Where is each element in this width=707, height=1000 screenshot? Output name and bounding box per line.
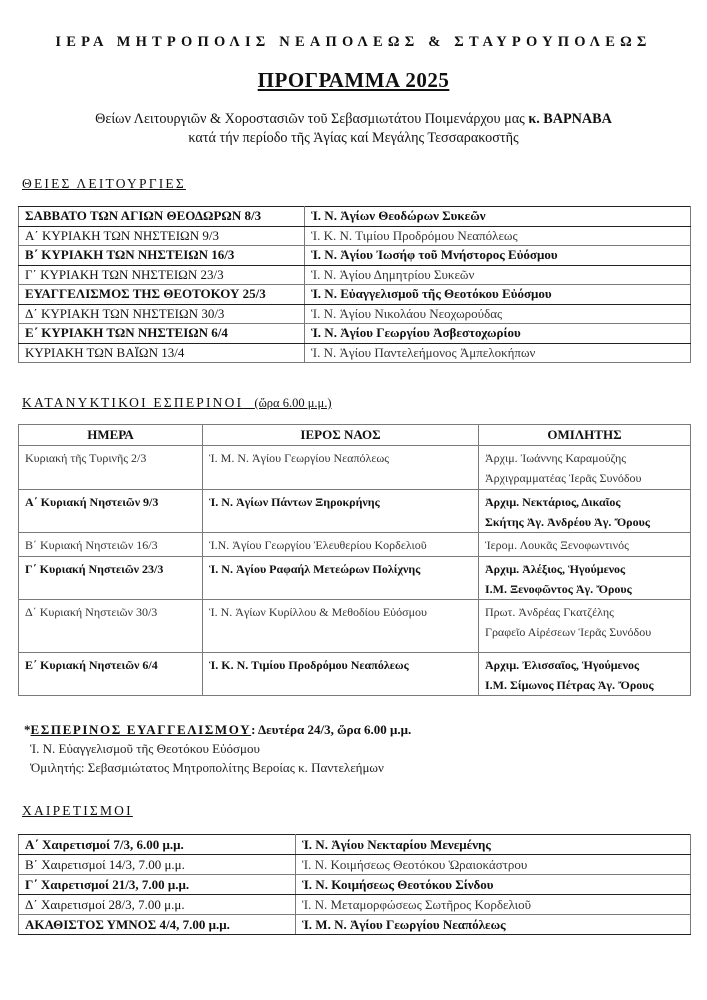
annunciation-when: Δευτέρα 24/3, ὥρα 6.00 μ.μ. [255,722,412,737]
vespers-speaker [479,653,691,696]
vespers-day: Ε΄ Κυριακή Νηστειῶν 6/4 [19,653,203,696]
vespers-day: Γ΄ Κυριακή Νηστειῶν 23/3 [19,557,203,600]
vespers-church: Ἱ. Κ. Ν. Τιμίου Προδρόμου Νεαπόλεως [203,653,479,696]
liturgy-church: Ἱ. Ν. Ἁγίου Γεωργίου Ἀσβεστοχωρίου [305,324,691,344]
speaker-title: Γραφεῖο Αἱρέσεων Ἱερᾶς Συνόδου [485,625,652,639]
vespers-speaker [479,557,691,600]
liturgy-day: ΚΥΡΙΑΚΗ ΤΩΝ ΒΑΪΩΝ 13/4 [19,343,305,363]
vespers-header-row [19,425,691,446]
vespers-church: Ἱ. Ν. Ἁγίων Κυρίλλου & Μεθοδίου Εὐόσμου [203,600,479,653]
liturgy-day: ΣΑΒΒΑΤΟ ΤΩΝ ΑΓΙΩΝ ΘΕΟΔΩΡΩΝ 8/3 [19,207,305,227]
vespers-day: Α΄ Κυριακή Νηστειῶν 9/3 [19,490,203,533]
salutations-heading: ΧΑΙΡΕΤΙΣΜΟΙ [22,803,133,818]
page-title: ΠΡΟΓΡΑΜΜΑ 2025 [257,68,450,92]
diocese-name: ΙΕΡΑ ΜΗΤΡΟΠΟΛΙΣ ΝΕΑΠΟΛΕΩΣ & ΣΤΑΥΡΟΥΠΟΛΕΩΣ [55,34,652,50]
liturgy-day: Δ΄ ΚΥΡΙΑΚΗ ΤΩΝ ΝΗΣΤΕΙΩΝ 30/3 [19,304,305,324]
liturgy-row [19,207,691,227]
salutation-church: Ἱ. Μ. Ν. Ἁγίου Γεωργίου Νεαπόλεως [296,915,691,935]
colon: : [251,722,256,737]
salutation-church: Ἱ. Ν. Ἁγίου Νεκταρίου Μενεμένης [296,835,691,855]
liturgy-day: Γ΄ ΚΥΡΙΑΚΗ ΤΩΝ ΝΗΣΤΕΙΩΝ 23/3 [19,265,305,285]
salutation-church: Ἱ. Ν. Κοιμήσεως Θεοτόκου Σίνδου [296,875,691,895]
subtitle-line2: κατά τήν περίοδο τῆς Ἁγίας καί Μεγάλης Τεσσαρακοστῆς [188,130,519,146]
asterisk: * [24,722,31,737]
liturgy-row [19,304,691,324]
salutation-church: Ἱ. Ν. Κοιμήσεως Θεοτόκου Ὡραιοκάστρου [296,855,691,875]
salutation-row [19,915,691,935]
salutation-row [19,895,691,915]
speaker-name: Ἀρχιμ. Ἀλέξιος, Ἡγούμενος [485,562,626,576]
speaker-title: Ἀρχιγραμματέας Ἱερᾶς Συνόδου [485,471,642,485]
vespers-table [18,424,691,696]
liturgy-row [19,226,691,246]
annunciation-title: ΕΣΠΕΡΙΝΟΣ ΕΥΑΓΓΕΛΙΣΜΟΥ [30,722,252,737]
annunciation-vespers-heading [24,722,411,738]
vespers-day: Δ΄ Κυριακή Νηστειῶν 30/3 [19,600,203,653]
vespers-church: Ἱ. Μ. Ν. Ἁγίου Γεωργίου Νεαπόλεως [203,446,479,490]
liturgy-row [19,285,691,305]
salutations-table [18,834,691,935]
salutation-day: Β΄ Χαιρετισμοί 14/3, 7.00 μ.μ. [19,855,296,875]
salutation-day: Α΄ Χαιρετισμοί 7/3, 6.00 μ.μ. [19,835,296,855]
salutation-row [19,855,691,875]
vespers-speaker [479,600,691,653]
liturgy-church: Ἱ. Κ. Ν. Τιμίου Προδρόμου Νεαπόλεως [305,226,691,246]
vespers-church: Ἱ.Ν. Ἁγίου Γεωργίου Ἐλευθερίου Κορδελιοῦ [203,533,479,557]
liturgy-church: Ἱ. Ν. Ἁγίου Παντελεήμονος Ἀμπελοκήπων [305,343,691,363]
liturgies-table [18,206,691,363]
speaker-name: Ἀρχιμ. Ἰωάννης Καραμούζης [485,451,627,465]
vespers-row [19,490,691,533]
liturgy-row [19,343,691,363]
bishop-name: κ. ΒΑΡΝΑΒΑ [528,111,612,127]
vespers-speaker [479,446,691,490]
vespers-row [19,557,691,600]
liturgies-heading: ΘΕΙΕΣ ΛΕΙΤΟΥΡΓΙΕΣ [22,176,186,191]
column-header-day: ΗΜΕΡΑ [19,425,203,446]
liturgy-row [19,265,691,285]
salutation-day: Δ΄ Χαιρετισμοί 28/3, 7.00 μ.μ. [19,895,296,915]
vespers-day: Β΄ Κυριακή Νηστειῶν 16/3 [19,533,203,557]
salutation-row [19,835,691,855]
annunciation-speaker: Ὁμιλητής: Σεβασμιώτατος Μητροπολίτης Βεροίας κ. Παντελεήμων [30,760,384,775]
vespers-row [19,600,691,653]
liturgy-day: Ε΄ ΚΥΡΙΑΚΗ ΤΩΝ ΝΗΣΤΕΙΩΝ 6/4 [19,324,305,344]
vespers-day: Κυριακή τῆς Τυρινῆς 2/3 [19,446,203,490]
vespers-speaker [479,490,691,533]
vespers-row [19,446,691,490]
speaker-title: Σκήτης Ἁγ. Ἀνδρέου Ἁγ. Ὄρους [485,515,650,529]
liturgy-row [19,324,691,344]
salutation-day: ΑΚΑΘΙΣΤΟΣ ΥΜΝΟΣ 4/4, 7.00 μ.μ. [19,915,296,935]
column-header-church: ΙΕΡΟΣ ΝΑΟΣ [203,425,479,446]
annunciation-church: Ἱ. Ν. Εὐαγγελισμοῦ τῆς Θεοτόκου Εὐόσμου [30,741,260,756]
speaker-title: Ι.Μ. Ξενοφῶντος Ἁγ. Ὄρους [485,582,632,596]
liturgy-day: Α΄ ΚΥΡΙΑΚΗ ΤΩΝ ΝΗΣΤΕΙΩΝ 9/3 [19,226,305,246]
subtitle [0,110,707,148]
vespers-speaker [479,533,691,557]
vespers-row [19,533,691,557]
liturgy-day: ΕΥΑΓΓΕΛΙΣΜΟΣ ΤΗΣ ΘΕΟΤΟΚΟΥ 25/3 [19,285,305,305]
speaker-title: Ι.Μ. Σίμωνος Πέτρας Ἁγ. Ὄρους [485,678,654,692]
vespers-heading-title: ΚΑΤΑΝΥΚΤΙΚΟΙ ΕΣΠΕΡΙΝΟΙ [22,395,244,410]
column-header-speaker: ΟΜΙΛΗΤΗΣ [479,425,691,446]
salutation-row [19,875,691,895]
subtitle-line1: Θείων Λειτουργιῶν & Χοροστασιῶν τοῦ Σεβασμιωτάτου Ποιμενάρχου μας [95,111,529,127]
salutation-day: Γ΄ Χαιρετισμοί 21/3, 7.00 μ.μ. [19,875,296,895]
vespers-church: Ἱ. Ν. Ἁγίου Ραφαήλ Μετεώρων Πολίχνης [203,557,479,600]
speaker-name: Πρωτ. Ἀνδρέας Γκατζέλης [485,605,614,619]
liturgy-church: Ἱ. Ν. Ἁγίων Θεοδώρων Συκεῶν [305,207,691,227]
vespers-church: Ἱ. Ν. Ἁγίων Πάντων Ξηροκρήνης [203,490,479,533]
speaker-name: Ἀρχιμ. Νεκτάριος, Δικαῖος [485,495,621,509]
speaker-name: Ἀρχιμ. Ἐλισσαῖος, Ἡγούμενος [485,658,640,672]
vespers-heading-time: (ὥρα 6.00 μ.μ.) [254,396,332,410]
liturgy-church: Ἱ. Ν. Ἁγίου Ἰωσήφ τοῦ Μνήστορος Εὐόσμου [305,246,691,266]
liturgy-day: Β΄ ΚΥΡΙΑΚΗ ΤΩΝ ΝΗΣΤΕΙΩΝ 16/3 [19,246,305,266]
liturgy-church: Ἱ. Ν. Εὐαγγελισμοῦ τῆς Θεοτόκου Εὐόσμου [305,285,691,305]
liturgy-row [19,246,691,266]
speaker-name: Ἱερομ. Λουκᾶς Ξενοφωντινός [485,538,629,552]
liturgy-church: Ἱ. Ν. Ἁγίου Δημητρίου Συκεῶν [305,265,691,285]
vespers-heading [22,395,332,411]
liturgy-church: Ἱ. Ν. Ἁγίου Νικολάου Νεοχωρούδας [305,304,691,324]
salutation-church: Ἱ. Ν. Μεταμορφώσεως Σωτῆρος Κορδελιοῦ [296,895,691,915]
vespers-row [19,653,691,696]
